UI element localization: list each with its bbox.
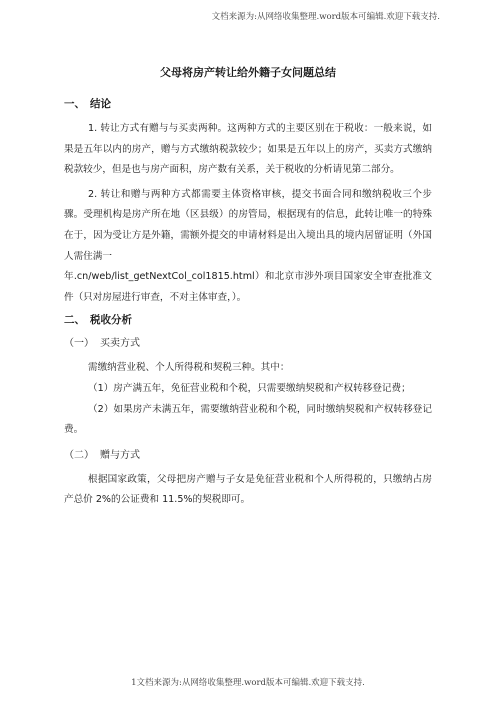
section-heading-conclusion xyxy=(64,96,432,113)
subsection-heading-sale xyxy=(64,335,432,352)
document-body xyxy=(64,64,432,511)
document-title: 父母将房产转让给外籍子女问题总结 xyxy=(160,66,336,79)
paragraph-sale-item-1: （1）房产满五年，免征营业税和个税，只需要缴纳契税和产权转移登记费； xyxy=(88,382,411,394)
subsection-heading-gift xyxy=(64,447,432,464)
subsection-label: 赠与方式 xyxy=(100,449,140,461)
paragraph-transfer-methods: 1. 转让方式有赠与与买卖两种。这两种方式的主要区别在于税收：一般来说，如果是五年以内的房产，赠与方式缴纳税款较少；如果是五年以上的房产，买卖方式缴纳税款较少，但是也与房产面积，房产数有关系，关于税收的分析请见第二部分。 xyxy=(64,123,432,176)
paragraph-procedure: 2. 转让和赠与两种方式都需要主体资格审核，提交书面合同和缴纳税收三个步骤。受理机构是房产所在地（区县级）的房管局，根据现有的信息，此转让唯一的特殊在于，因为受让方是外籍，需额外提交的申请材料是出入境出具的境内居留证明（外国人需住满一 xyxy=(64,188,432,262)
footer-source-note: 1文档来源为:从网络收集整理.word版本可编辑.欢迎下载支持. xyxy=(131,678,365,688)
subsection-label: 买卖方式 xyxy=(100,338,140,350)
header-source-note: 文档来源为:从网络收集整理.word版本可编辑.欢迎下载支持. xyxy=(211,12,440,22)
paragraph-gift-intro: 根据国家政策，父母把房产赠与子女是免征营业税和个人所得税的，只缴纳占房产总价 2%的公证费和 11.5%的契税即可。 xyxy=(64,473,432,506)
paragraph-sale-intro: 需缴纳营业税、个人所得税和契税三种。其中： xyxy=(88,362,290,374)
paragraph-sale-item-2: （2）如果房产未满五年，需要缴纳营业税和个税，同时缴纳契税和产权转移登记费。 xyxy=(64,403,432,436)
subsection-number: （二） xyxy=(64,449,94,461)
subsection-number: （一） xyxy=(64,338,94,350)
section-number: 一、 xyxy=(64,98,85,110)
section-heading-tax-analysis xyxy=(64,312,432,329)
section-number: 二、 xyxy=(64,314,85,327)
section-label: 税收分析 xyxy=(90,314,132,327)
paragraph-procedure-continued: 年.cn/web/list_getNextCol_col1815.html）和北京市涉外项目国家安全审查批准文件（只对房屋进行审查，不对主体审查，）。 xyxy=(64,271,432,303)
section-label: 结论 xyxy=(90,98,111,110)
